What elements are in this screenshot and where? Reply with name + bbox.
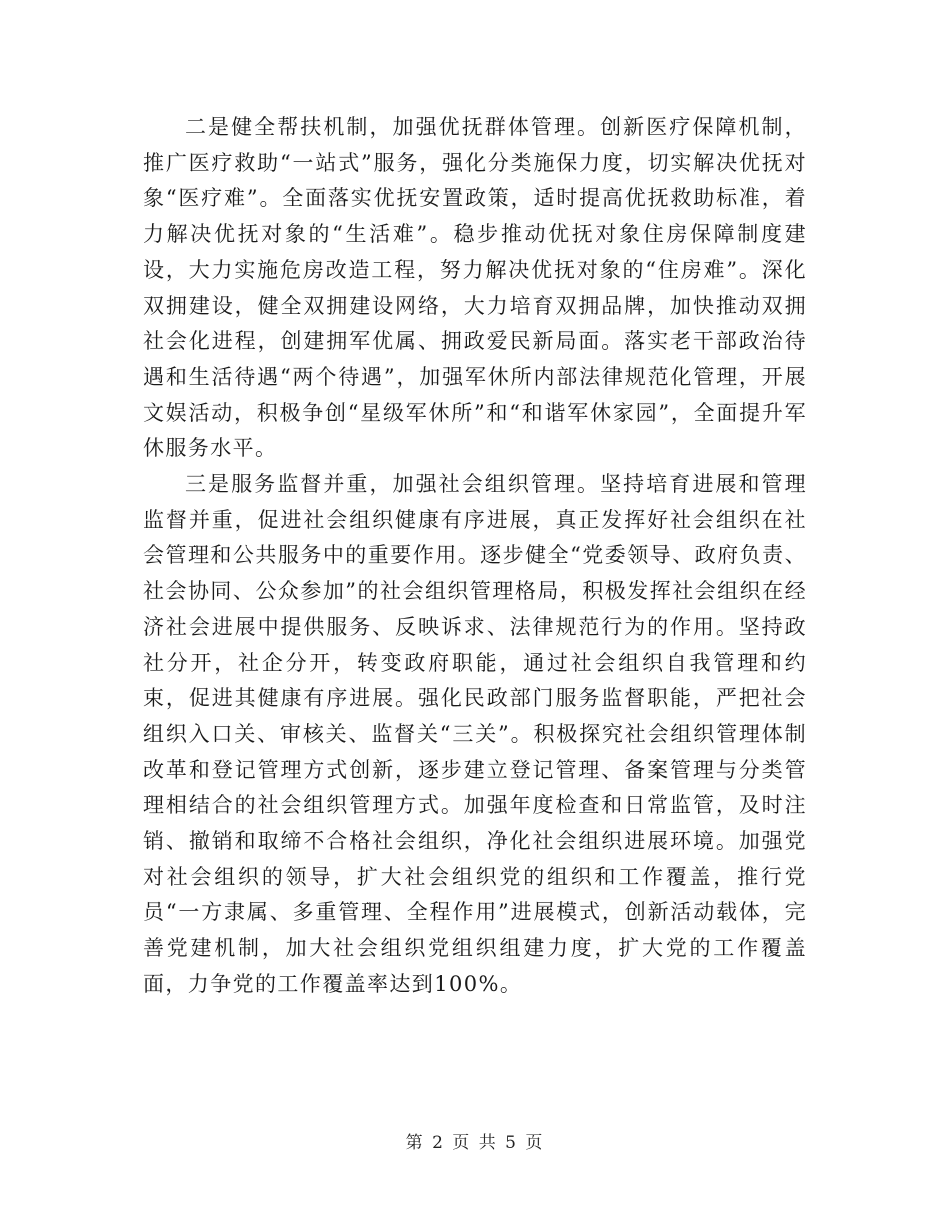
paragraph-social-organization: 三是服务监督并重，加强社会组织管理。坚持培育进展和管理监督并重，促进社会组织健康有序进展，真正发挥好社会组织在社会管理和公共服务中的重要作用。逐步健全“党委领导、政府负责、社会协同、公众参加”的社会组织管理格局，积极发挥社会组织在经济社会进展中提供服务、反映诉求、法律规范行为的作用。坚持政社分开，社企分开，转变政府职能，通过社会组织自我管理和约束，促进其健康有序进展。强化民政部门服务监督职能，严把社会组织入口关、审核关、监督关“三关”。积极探究社会组织管理体制改革和登记管理方式创新，逐步建立登记管理、备案管理与分类管理相结合的社会组织管理方式。加强年度检查和日常监管，及时注销、撤销和取缔不合格社会组织，净化社会组织进展环境。加强党对社会组织的领导，扩大社会组织党的组织和工作覆盖，推行党员“一方隶属、多重管理、全程作用”进展模式，创新活动载体，完善党建机制，加大社会组织党组织组建力度，扩大党的工作覆盖面，力争党的工作覆盖率达到100%。 (143, 472, 807, 996)
document-body (143, 110, 807, 1003)
paragraph-support-mechanism: 二是健全帮扶机制，加强优抚群体管理。创新医疗保障机制，推广医疗救助“一站式”服务，强化分类施保力度，切实解决优抚对象“医疗难”。全面落实优抚安置政策，适时提高优抚救助标准，着力解决优抚对象的“生活难”。稳步推动优抚对象住房保障制度建设，大力实施危房改造工程，努力解决优抚对象的“住房难”。深化双拥建设，健全双拥建设网络，大力培育双拥品牌，加快推动双拥社会化进程，创建拥军优属、拥政爱民新局面。落实老干部政治待遇和生活待遇“两个待遇”，加强军休所内部法律规范化管理，开展文娱活动，积极争创“星级军休所”和“和谐军休家园”，全面提升军休服务水平。 (143, 115, 807, 461)
page-number-footer: 第 2 页 共 5 页 (405, 1133, 545, 1153)
